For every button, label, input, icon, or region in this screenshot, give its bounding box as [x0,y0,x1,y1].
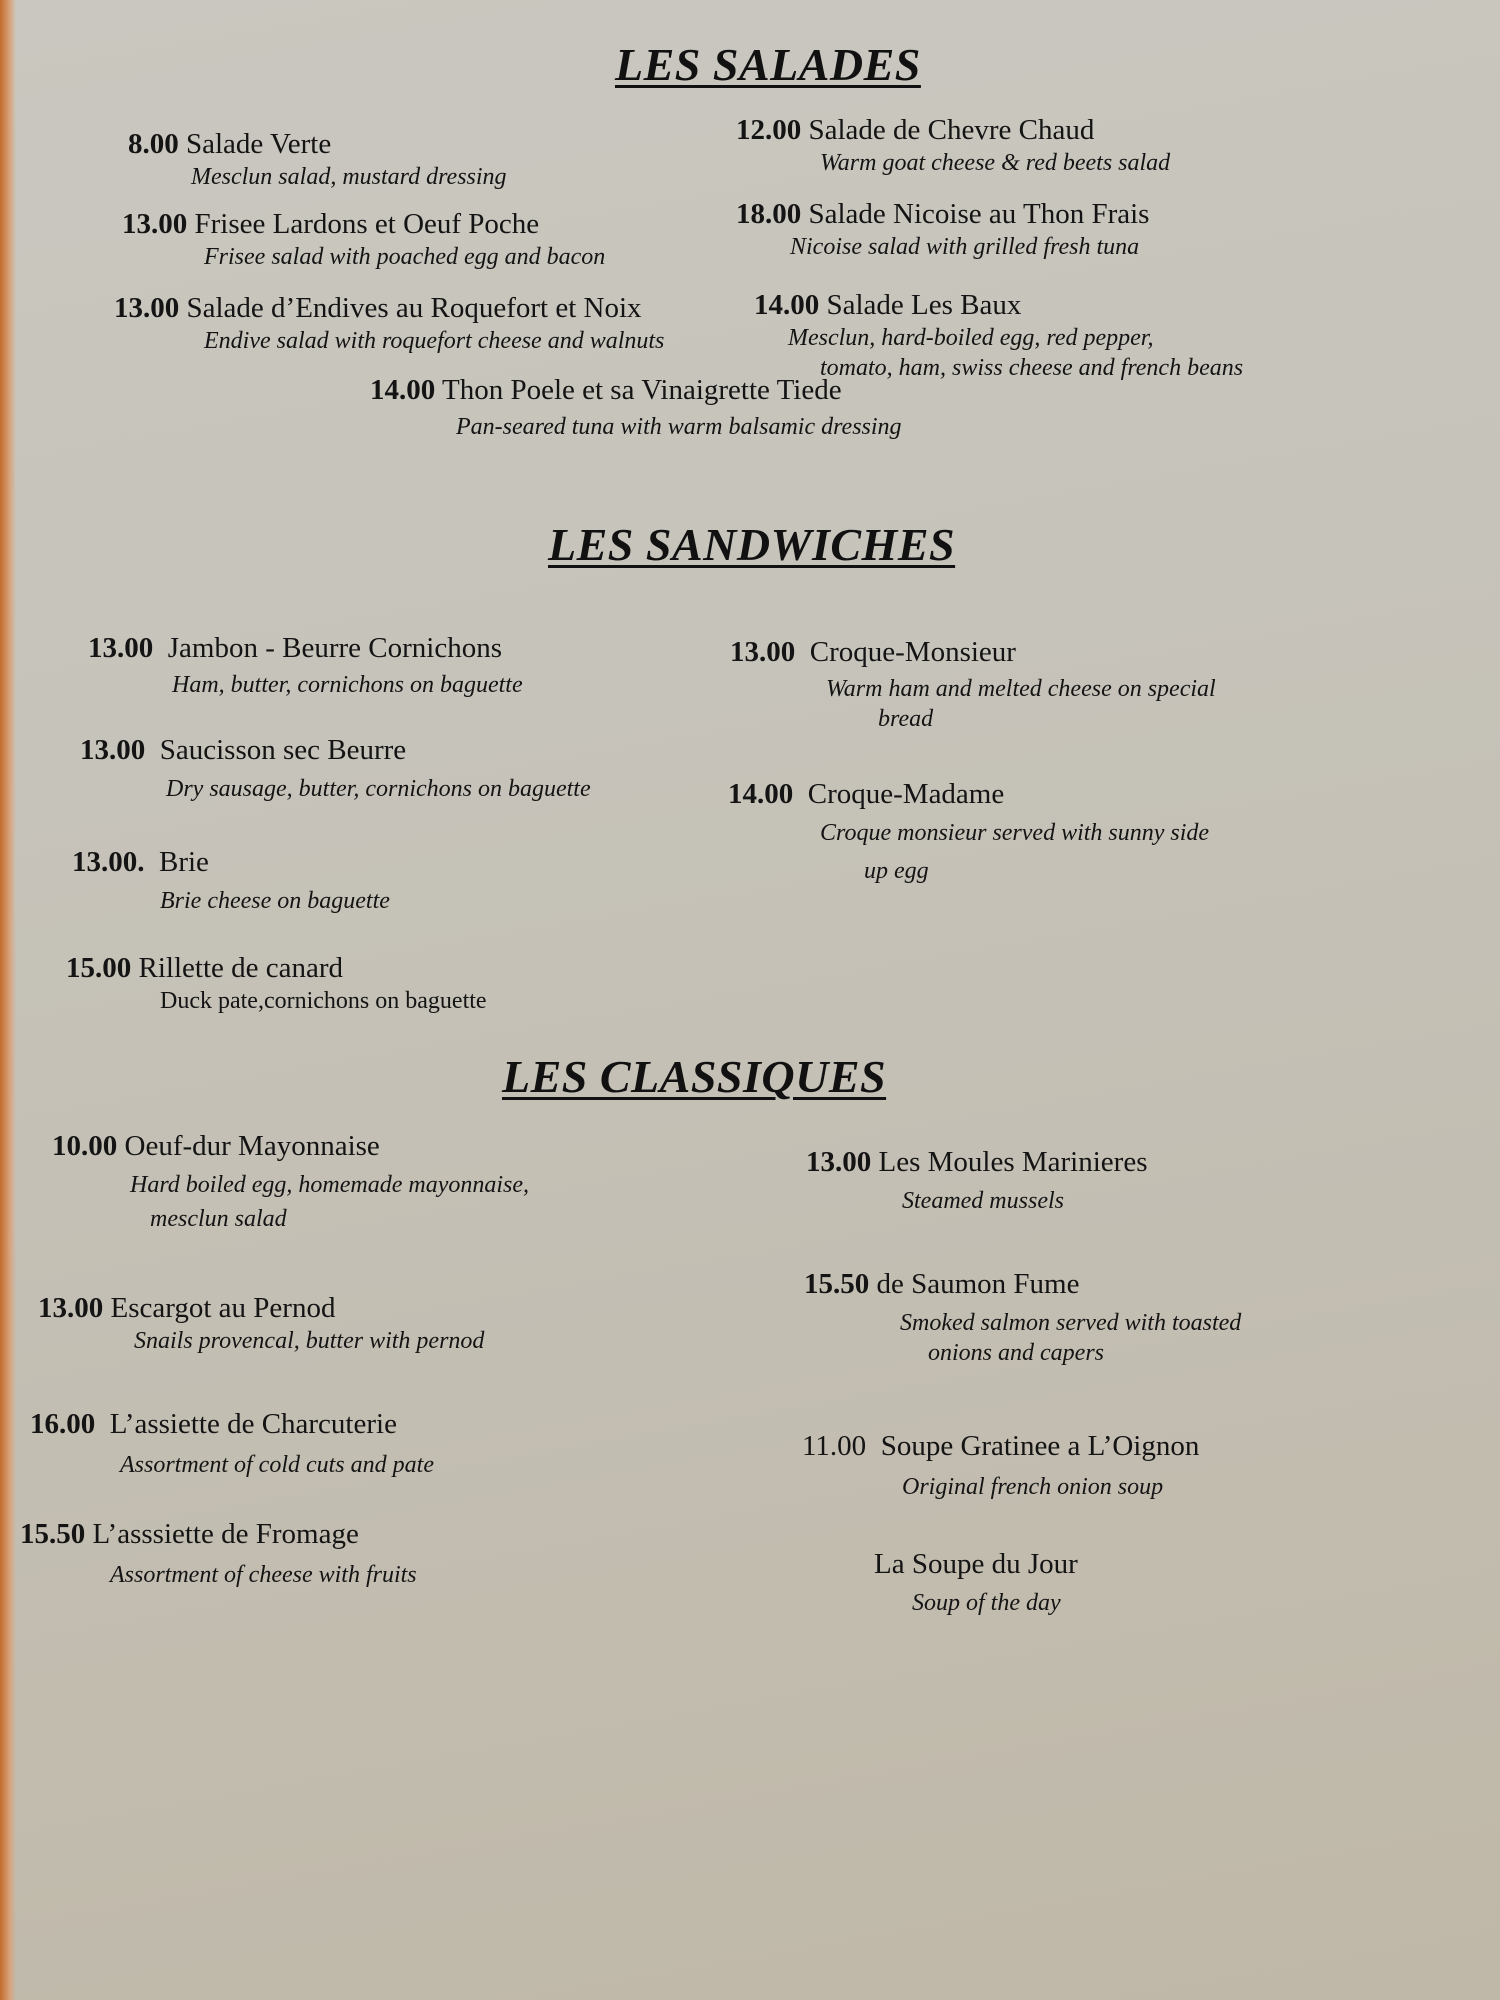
menu-item [122,206,605,272]
item-description: Original french onion soup [902,1474,1164,1500]
item-description: Soup of the day [912,1590,1061,1616]
item-price: 13.00 [80,734,146,766]
menu-item [128,126,507,192]
item-description: Frisee salad with poached egg and bacon [204,244,606,270]
menu-item [38,1290,484,1356]
item-name: Jambon - Beurre Cornichons [167,632,502,664]
menu-item [20,1516,417,1590]
item-price: 13.00 [122,208,188,240]
menu-item [730,634,1216,734]
item-description: Brie cheese on baguette [160,888,390,914]
menu-item [874,1546,1078,1618]
item-name: Saucisson sec Beurre [159,734,407,766]
item-price: 13.00 [38,1292,104,1324]
item-price: 10.00 [52,1130,118,1162]
item-price: 15.50 [20,1518,86,1550]
item-name: L’asssiette de Fromage [92,1518,359,1550]
item-price: 13.00 [114,292,180,324]
item-price: 13.00 [88,632,154,664]
item-description: Steamed mussels [902,1188,1064,1214]
item-description: Hard boiled egg, homemade mayonnaise, [130,1172,530,1198]
section-title-sandwiches: LES SANDWICHES [548,519,956,570]
item-name: L’assiette de Charcuterie [109,1408,397,1440]
item-name: Salade Les Baux [826,289,1022,321]
section-title-salades: LES SALADES [615,39,921,90]
item-description: Assortment of cold cuts and pate [120,1452,434,1478]
menu-item [72,844,390,916]
item-description: Nicoise salad with grilled fresh tuna [790,234,1140,260]
menu-item [66,950,487,1016]
item-description: Endive salad with roquefort cheese and walnuts [204,328,665,354]
menu-item [30,1406,434,1480]
item-name: Salade de Chevre Chaud [808,114,1095,146]
item-name: Croque-Monsieur [809,636,1016,668]
item-description: Warm goat cheese & red beets salad [820,150,1171,176]
item-name: Croque-Madame [807,778,1005,810]
menu-item [88,630,523,700]
menu-item [806,1144,1148,1216]
menu-item [52,1128,529,1234]
menu-item [736,112,1170,178]
menu-binder-edge [0,0,16,2000]
item-description: tomato, ham, swiss cheese and french beans [820,355,1244,381]
item-description: Assortment of cheese with fruits [110,1562,417,1588]
item-description: mesclun salad [150,1206,287,1232]
menu-item [804,1266,1241,1368]
menu-item [80,732,591,804]
item-description: Mesclun, hard-boiled egg, red pepper, [788,325,1154,351]
section-title-classiques: LES CLASSIQUES [502,1051,887,1102]
menu-item [114,290,664,356]
item-description: Snails provencal, butter with pernod [134,1328,485,1354]
item-price: 11.00 [802,1430,867,1462]
item-name: Salade Verte [186,128,332,160]
item-price: 8.00 [128,128,179,160]
item-description: Pan-seared tuna with warm balsamic dressing [456,414,902,440]
item-description: onions and capers [928,1340,1104,1366]
item-description: Croque monsieur served with sunny side [820,820,1210,846]
item-name: La Soupe du Jour [874,1548,1078,1580]
item-price: 15.00 [66,952,132,984]
menu-item [736,196,1149,262]
item-name: Salade d’Endives au Roquefort et Noix [186,292,642,324]
item-name: Escargot au Pernod [110,1292,336,1324]
item-price: 13.00 [806,1146,872,1178]
item-name: Frisee Lardons et Oeuf Poche [194,208,540,240]
item-description: Ham, butter, cornichons on baguette [172,672,523,698]
menu-item [754,287,1243,383]
item-price: 15.50 [804,1268,870,1300]
item-description: Warm ham and melted cheese on special [826,676,1216,702]
item-description: up egg [864,858,929,884]
item-price: 16.00 [30,1408,96,1440]
item-name: Oeuf-dur Mayonnaise [124,1130,380,1162]
item-price: 14.00 [754,289,820,321]
item-price: 13.00 [730,636,796,668]
menu-item [802,1428,1199,1502]
item-price: 13.00. [72,846,145,878]
menu-item [370,372,902,442]
item-name: Salade Nicoise au Thon Frais [808,198,1150,230]
item-description: Dry sausage, butter, cornichons on baguette [166,776,591,802]
item-price: 14.00 [728,778,794,810]
item-price: 12.00 [736,114,802,146]
menu-item [728,776,1209,886]
item-price: 18.00 [736,198,802,230]
item-description: Duck pate,cornichons on baguette [160,988,487,1014]
item-price: 14.00 [370,374,436,406]
item-description: Smoked salmon served with toasted [900,1310,1242,1336]
item-name: Soupe Gratinee a L’Oignon [880,1430,1200,1462]
item-name: Les Moules Marinieres [878,1146,1148,1178]
item-name: Brie [159,846,209,878]
item-name: Thon Poele et sa Vinaigrette Tiede [441,374,842,406]
item-description: Mesclun salad, mustard dressing [191,164,507,190]
item-name: Rillette de canard [138,952,344,984]
item-description: bread [878,706,934,732]
item-name: de Saumon Fume [876,1268,1080,1300]
